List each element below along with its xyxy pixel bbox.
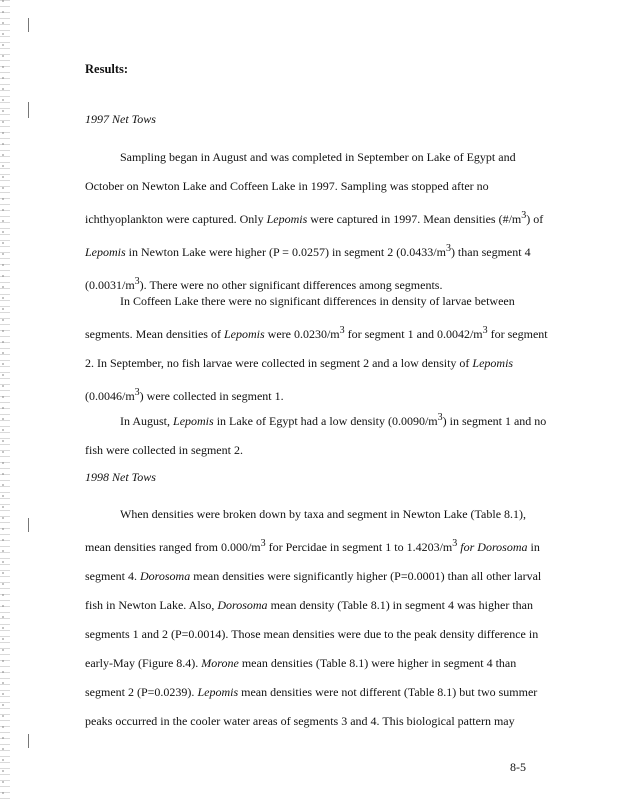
- paragraph-lake-of-egypt: [85, 403, 547, 465]
- subheading-1997-net-tows: 1997 Net Tows: [85, 112, 156, 126]
- scan-edge-noise-dark: [2, 0, 4, 800]
- text-line: segments 1 and 2 (P=0.0014). Those mean densities were due to the peak density difference in: [85, 627, 539, 641]
- page-number: 8-5: [510, 760, 526, 774]
- text-line: 2. In September, no fish larvae were collected in segment 2 and a low density of Lepomis: [85, 356, 514, 370]
- text-line: $(0.0046/m^3)$ were collected in segment 1.: [85, 387, 284, 403]
- scan-mark: [28, 102, 29, 118]
- text-line: ichthyoplankton were captured. Only Lepomis were captured in 1997. Mean densities $(\#/m^3)$ of: [85, 210, 544, 226]
- text-line: In Coffeen Lake there were no significant differences in density of larvae between: [120, 294, 515, 308]
- text-line: fish were collected in segment 2.: [85, 443, 243, 457]
- scan-mark: [28, 18, 29, 32]
- text-line: segments. Mean densities of Lepomis were $0.0230/m^3$ for segment 1 and $0.0042/m^3$ for segment: [85, 325, 548, 341]
- results-heading: Results:: [85, 62, 129, 76]
- text-line: fish in Newton Lake. Also, Dorosoma mean density (Table 8.1) in segment 4 was higher than: [85, 598, 533, 612]
- paragraph-coffeen-lake: [85, 287, 547, 411]
- text-line: $(0.0031/m^3)$. There were no other significant differences among segments.: [85, 276, 443, 292]
- text-line: segment 4. Dorosoma mean densities were significantly higher (P=0.0001) than all other larval: [85, 569, 542, 583]
- text-line: October on Newton Lake and Coffeen Lake in 1997. Sampling was stopped after no: [85, 179, 489, 193]
- text-line: When densities were broken down by taxa and segment in Newton Lake (Table 8.1),: [120, 507, 527, 521]
- scan-mark: [28, 734, 29, 748]
- text-line: segment 2 (P=0.0239). Lepomis mean densities were not different (Table 8.1) but two summer: [85, 685, 538, 699]
- text-line: In August, Lepomis in Lake of Egypt had a low density $(0.0090/m^3)$ in segment 1 and no: [120, 412, 547, 428]
- subheading-1998-net-tows: 1998 Net Tows: [85, 470, 156, 484]
- paragraph-newton-lake-taxa: [85, 500, 547, 736]
- scan-mark: [28, 518, 29, 532]
- text-line: peaks occurred in the cooler water areas of segments 3 and 4. This biological pattern may: [85, 714, 515, 728]
- text-line: early-May (Figure 8.4). Morone mean densities (Table 8.1) were higher in segment 4 than: [85, 656, 517, 670]
- paragraph-1997-sampling: [85, 143, 547, 300]
- text-line: Sampling began in August and was completed in September on Lake of Egypt and: [120, 150, 516, 164]
- text-line: mean densities ranged from $0.000/m^3$ for Percidae in segment 1 to $1.4203/m^3$ for Dorosoma in: [85, 538, 540, 554]
- text-line: Lepomis in Newton Lake were higher (P = 0.0257) in segment 2 $(0.0433/m^3)$ than segment 4: [85, 243, 531, 259]
